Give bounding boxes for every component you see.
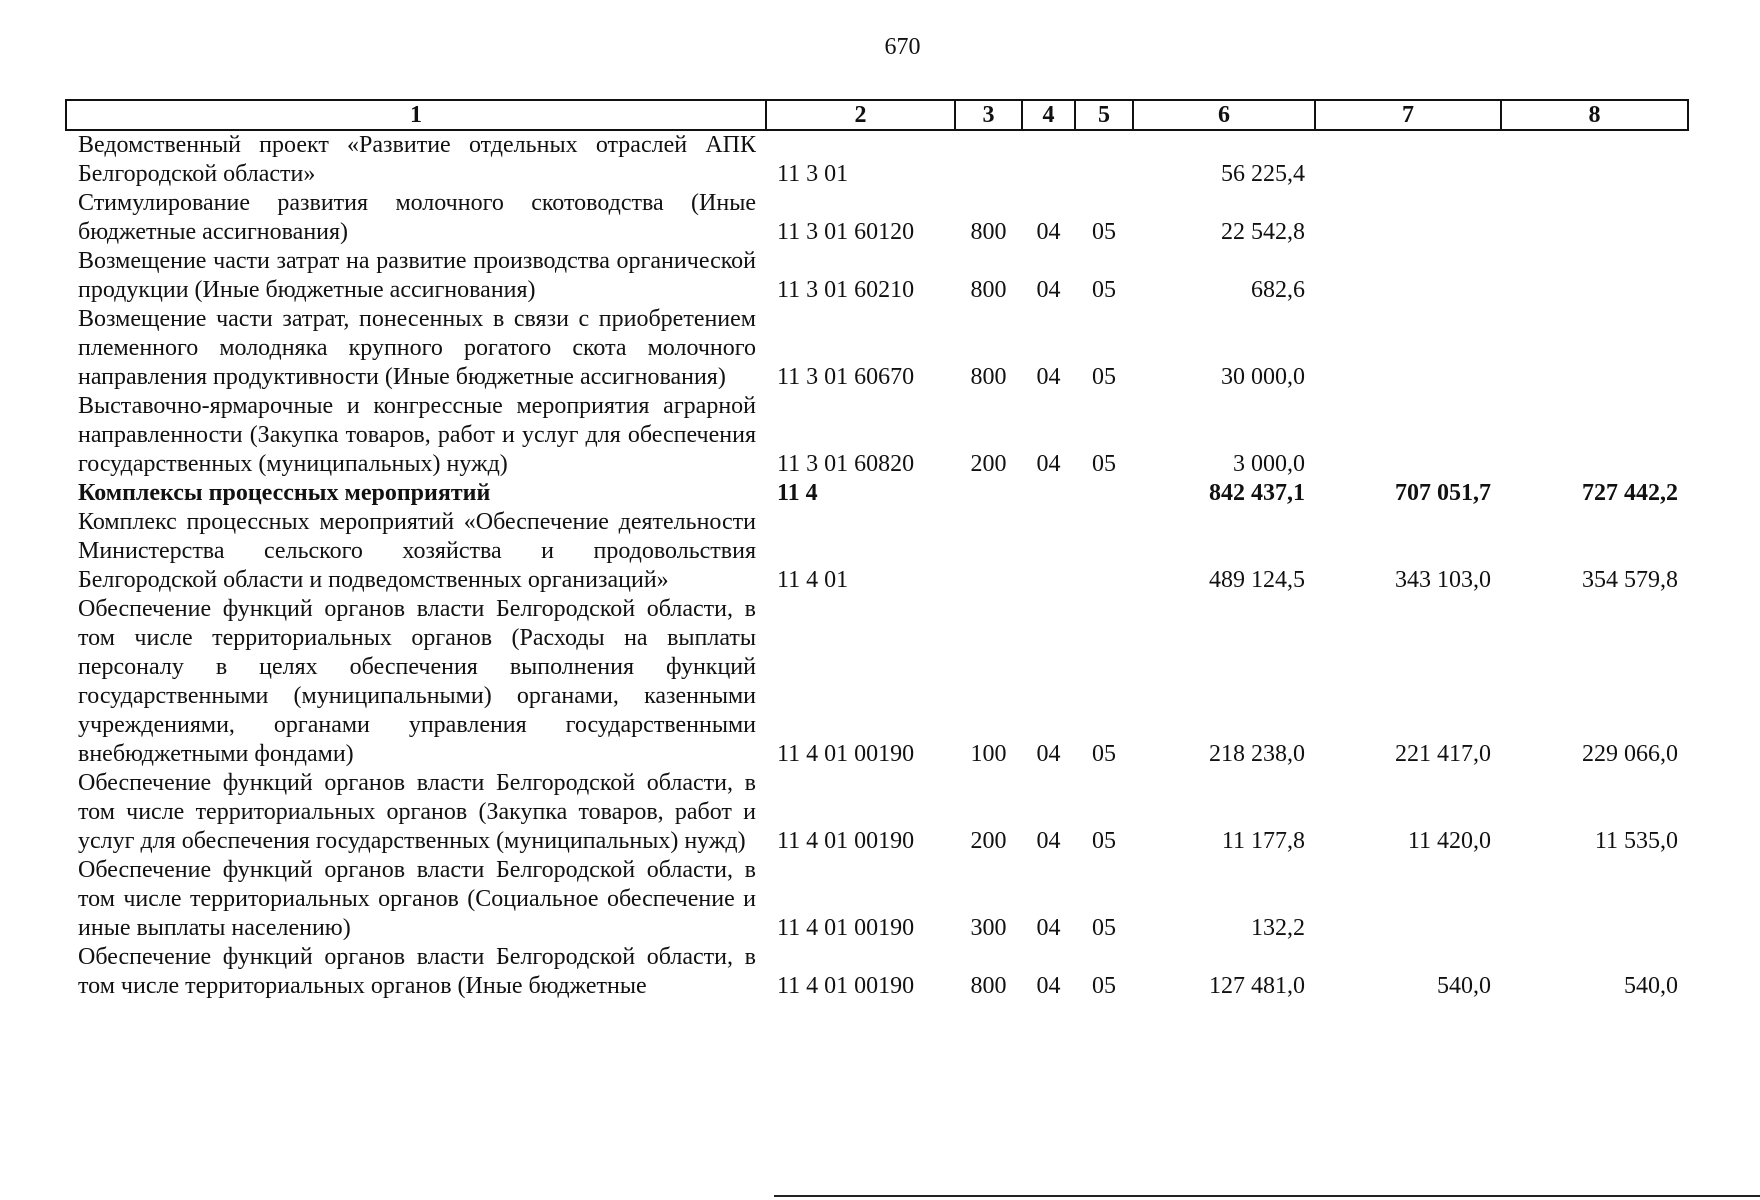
row-col-5: 05 <box>1092 973 1116 999</box>
header-col-6: 6 <box>1133 100 1315 130</box>
row-col-3 <box>955 130 1022 189</box>
table-row <box>66 943 1688 1001</box>
row-value-7: 540,0 <box>1437 973 1491 999</box>
row-value-7: 343 103,0 <box>1395 567 1491 593</box>
row-name: Комплекс процессных мероприятий «Обеспечение деятельности Министерства сельского хозяйства и продовольствия Белгородской области и подведомственных организаций» <box>78 509 756 593</box>
row-code: 11 3 01 60120 <box>777 219 915 245</box>
row-value-7 <box>1315 392 1501 479</box>
row-code: 11 4 01 00190 <box>777 741 915 767</box>
table-row <box>66 508 1688 595</box>
row-value-6: 127 481,0 <box>1209 973 1305 999</box>
row-col-4: 04 <box>1036 219 1061 245</box>
row-col-4 <box>1022 479 1075 508</box>
row-col-5 <box>1075 130 1133 189</box>
row-value-7 <box>1315 189 1501 247</box>
table-row <box>66 856 1688 943</box>
row-col-4 <box>1022 130 1075 189</box>
row-col-3: 200 <box>970 828 1007 854</box>
row-value-8 <box>1501 305 1688 392</box>
row-name: Стимулирование развития молочного скотоводства (Иные бюджетные ассигнования) <box>78 190 756 245</box>
row-value-8 <box>1501 392 1688 479</box>
row-value-8: 727 442,2 <box>1582 480 1678 506</box>
header-col-4: 4 <box>1022 100 1075 130</box>
row-value-8 <box>1501 189 1688 247</box>
header-col-7: 7 <box>1315 100 1501 130</box>
row-col-5: 05 <box>1092 277 1116 303</box>
row-col-3: 800 <box>970 973 1007 999</box>
row-col-5: 05 <box>1092 741 1116 767</box>
row-name: Обеспечение функций органов власти Белгородской области, в том числе территориальных органов (Закупка товаров, работ и услуг для обеспечения государственных (муниципальных) нужд) <box>78 770 756 854</box>
header-col-3: 3 <box>955 100 1022 130</box>
row-col-3: 800 <box>970 219 1007 245</box>
row-value-7: 11 420,0 <box>1407 828 1491 854</box>
table-row <box>66 479 1688 508</box>
row-name: Обеспечение функций органов власти Белгородской области, в том числе территориальных органов (Иные бюджетные <box>78 944 756 999</box>
table-row <box>66 130 1688 189</box>
row-value-6: 22 542,8 <box>1221 219 1305 245</box>
row-col-3: 800 <box>970 277 1007 303</box>
row-value-8 <box>1501 130 1688 189</box>
row-col-5: 05 <box>1092 219 1116 245</box>
row-value-6: 489 124,5 <box>1209 567 1305 593</box>
row-col-5: 05 <box>1092 364 1116 390</box>
row-value-6: 218 238,0 <box>1209 741 1305 767</box>
row-value-8: 354 579,8 <box>1582 567 1678 593</box>
row-value-6: 3 000,0 <box>1233 451 1305 477</box>
row-name: Комплексы процессных мероприятий <box>78 480 491 506</box>
row-col-5 <box>1075 508 1133 595</box>
row-value-7 <box>1315 247 1501 305</box>
table-body <box>66 130 1688 1001</box>
header-col-2: 2 <box>766 100 955 130</box>
bottom-rule <box>774 1195 1760 1197</box>
table-header <box>66 100 1688 130</box>
row-name: Возмещение части затрат на развитие производства органической продукции (Иные бюджетные ассигнования) <box>78 248 756 303</box>
row-col-4: 04 <box>1036 451 1061 477</box>
row-code: 11 4 01 00190 <box>777 973 915 999</box>
table-row <box>66 769 1688 856</box>
row-col-3 <box>955 508 1022 595</box>
budget-table <box>65 99 1689 1001</box>
row-code: 11 4 <box>777 480 818 506</box>
table-row <box>66 247 1688 305</box>
row-col-5: 05 <box>1092 451 1116 477</box>
row-value-7 <box>1315 856 1501 943</box>
row-col-4: 04 <box>1036 828 1061 854</box>
row-name: Выставочно-ярмарочные и конгрессные мероприятия аграрной направленности (Закупка товаров, работ и услуг для обеспечения государственных (муниципальных) нужд) <box>78 393 756 477</box>
row-code: 11 3 01 60820 <box>777 451 915 477</box>
header-col-5: 5 <box>1075 100 1133 130</box>
row-col-4 <box>1022 508 1075 595</box>
row-value-6: 11 177,8 <box>1221 828 1305 854</box>
row-col-5 <box>1075 479 1133 508</box>
header-row <box>66 100 1688 130</box>
header-col-8: 8 <box>1501 100 1688 130</box>
row-col-4: 04 <box>1036 915 1061 941</box>
row-code: 11 4 01 00190 <box>777 915 915 941</box>
row-value-6: 56 225,4 <box>1221 161 1305 187</box>
row-col-4: 04 <box>1036 277 1061 303</box>
row-col-4: 04 <box>1036 973 1061 999</box>
row-value-7 <box>1315 130 1501 189</box>
row-value-6: 132,2 <box>1251 915 1305 941</box>
row-code: 11 3 01 60670 <box>777 364 915 390</box>
row-value-7 <box>1315 305 1501 392</box>
row-name: Ведомственный проект «Развитие отдельных отраслей АПК Белгородской области» <box>78 132 756 187</box>
row-col-4: 04 <box>1036 364 1061 390</box>
row-col-5: 05 <box>1092 915 1116 941</box>
row-col-3 <box>955 479 1022 508</box>
table-row <box>66 595 1688 769</box>
row-value-8: 229 066,0 <box>1582 741 1678 767</box>
row-col-3: 100 <box>970 741 1007 767</box>
row-name: Возмещение части затрат, понесенных в связи с приобретением племенного молодняка крупного рогатого скота молочного направления продуктивности (Иные бюджетные ассигнования) <box>78 306 756 390</box>
row-value-6: 842 437,1 <box>1209 480 1305 506</box>
row-value-6: 30 000,0 <box>1221 364 1305 390</box>
row-col-5: 05 <box>1092 828 1116 854</box>
row-col-3: 200 <box>970 451 1007 477</box>
table-row <box>66 392 1688 479</box>
row-col-3: 800 <box>970 364 1007 390</box>
row-col-3: 300 <box>970 915 1007 941</box>
table-row <box>66 305 1688 392</box>
table-row <box>66 189 1688 247</box>
row-value-8 <box>1501 856 1688 943</box>
row-value-8: 11 535,0 <box>1594 828 1678 854</box>
row-value-7: 221 417,0 <box>1395 741 1491 767</box>
page-number: 670 <box>884 34 921 60</box>
row-name: Обеспечение функций органов власти Белгородской области, в том числе территориальных органов (Социальное обеспечение и иные выплаты населению) <box>78 857 756 941</box>
row-code: 11 4 01 00190 <box>777 828 915 854</box>
row-value-8 <box>1501 247 1688 305</box>
row-value-7: 707 051,7 <box>1395 480 1491 506</box>
row-col-4: 04 <box>1036 741 1061 767</box>
row-code: 11 4 01 <box>777 567 849 593</box>
row-name: Обеспечение функций органов власти Белгородской области, в том числе территориальных органов (Расходы на выплаты персоналу в целях обеспечения выполнения функций государственными (муниципальными) органами, казенными учреждениями, органами управления государственными внебюджетными фондами) <box>78 596 756 767</box>
row-value-6: 682,6 <box>1251 277 1305 303</box>
header-col-1: 1 <box>66 100 766 130</box>
row-code: 11 3 01 60210 <box>777 277 915 303</box>
row-value-8: 540,0 <box>1624 973 1678 999</box>
row-code: 11 3 01 <box>777 161 849 187</box>
